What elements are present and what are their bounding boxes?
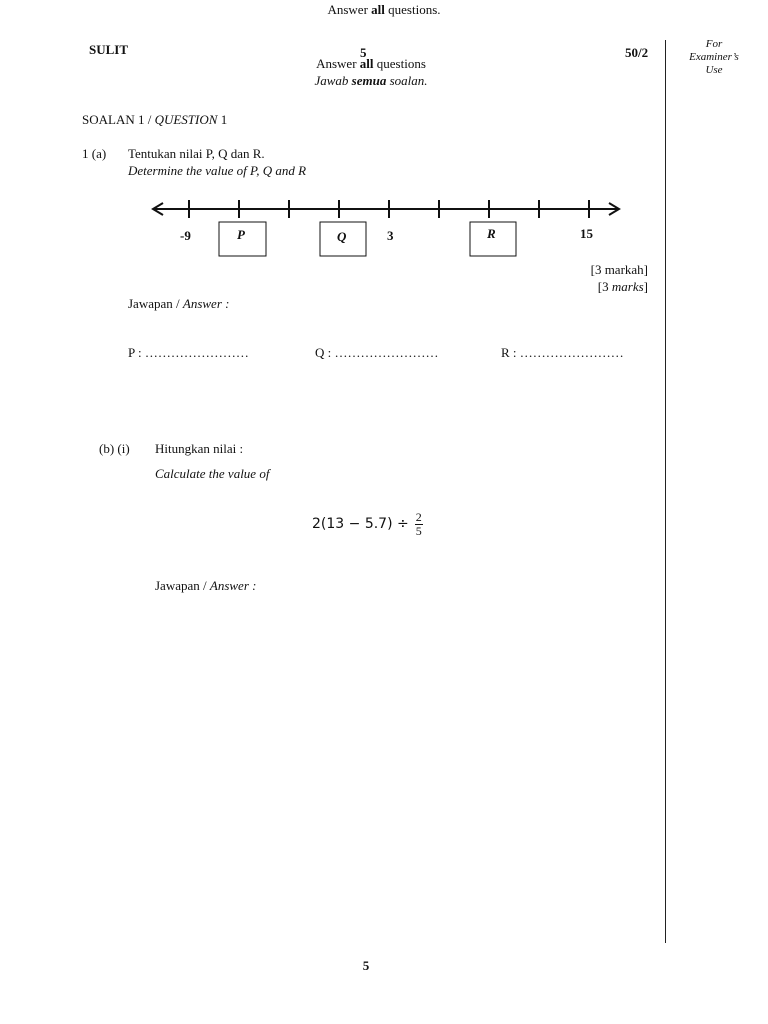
answer-label-en: Answer :: [209, 578, 257, 593]
q1b-answer-label: [155, 578, 256, 594]
label-q: Q: [337, 229, 347, 244]
answer-blank-q[interactable]: Q : ……………………: [315, 345, 439, 360]
answer-label-ms: Jawapan /: [155, 578, 210, 593]
q1a-answer-label: [128, 296, 229, 312]
label-minus-9: -9: [180, 228, 191, 243]
instruction-ms-end: soalan.: [386, 73, 428, 88]
header-paper-code: 50/2: [625, 45, 649, 60]
fraction: [415, 511, 423, 538]
instruction-ms-text: Jawab: [314, 73, 352, 88]
section-heading-number: 1: [217, 112, 228, 127]
instruction-en-end: questions: [373, 56, 426, 71]
instruction-en-text: Answer: [316, 56, 360, 71]
examiner-line-1: For: [705, 38, 723, 50]
answer-blank-p[interactable]: P : ……………………: [128, 345, 249, 360]
instruction-ms-bold: semua: [351, 73, 387, 88]
banner-text: Answer: [327, 2, 372, 17]
fraction-denominator: 5: [415, 524, 422, 538]
q1b-text-en: Calculate the value of: [155, 466, 270, 481]
label-15: 15: [580, 226, 593, 241]
marks-ms: [3 markah]: [590, 262, 648, 277]
marks-en-post: ]: [643, 279, 648, 294]
marks-en-word: marks: [611, 279, 644, 294]
label-p: P: [237, 227, 245, 242]
q1b-label: (b) (i): [99, 441, 130, 456]
label-r: R: [487, 226, 496, 241]
answer-label-ms: Jawapan /: [128, 296, 183, 311]
examiner-line-2: Examiner’s: [689, 51, 739, 63]
header-page-number: 5: [360, 45, 367, 60]
banner-bold: all: [371, 2, 385, 17]
header-sulit: SULIT: [89, 42, 129, 57]
marks-en: [480, 279, 648, 295]
marks-en-pre: [3: [597, 279, 612, 294]
instruction-en-bold: all: [359, 56, 374, 71]
examiner-line-3: Use: [705, 64, 723, 76]
section-heading-ms: SOALAN 1 /: [82, 112, 155, 127]
q1b-expression: [312, 511, 423, 538]
answer-blank-r[interactable]: R : ……………………: [501, 345, 624, 360]
expression-main: 2(13 − 5.7) ÷: [312, 516, 409, 533]
fraction-numerator: 2: [415, 510, 422, 524]
banner-text-end: questions.: [384, 2, 441, 17]
q1b-text-ms: Hitungkan nilai :: [155, 441, 244, 456]
label-3: 3: [387, 228, 394, 243]
section-heading-en: QUESTION: [154, 112, 218, 127]
q1a-text-en: Determine the value of P, Q and R: [128, 163, 307, 178]
q1a-text-ms: Tentukan nilai P, Q dan R.: [128, 146, 265, 161]
answer-label-en: Answer :: [182, 296, 230, 311]
footer-page-number: 5: [362, 958, 370, 973]
q1a-label: 1 (a): [82, 146, 107, 161]
